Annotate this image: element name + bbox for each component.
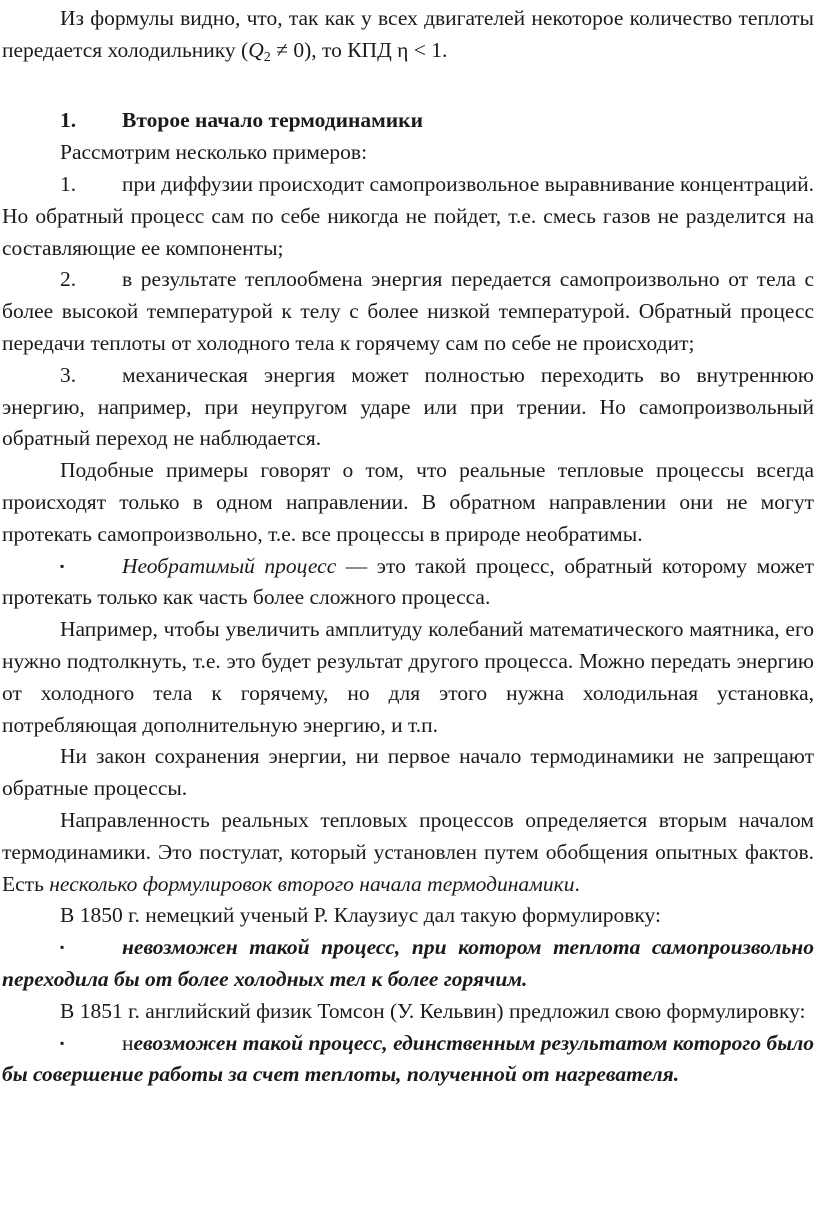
direction-paragraph xyxy=(2,805,814,900)
similar-examples-paragraph: Подобные примеры говорят о том, что реальные тепловые процессы всегда происходят только в одном направлении. В обратном направлении они не могут протекать самопроизвольно, т.е. все процессы в природе необратимы. xyxy=(2,458,814,546)
direction-text-end: . xyxy=(574,871,580,896)
thomson-paragraph: В 1851 г. английский физик Томсон (У. Кельвин) предложил свою формулировку: xyxy=(60,998,806,1023)
list-item-text: в результате теплообмена энергия передается самопроизвольно от тела с более высокой температурой к телу с более низкой температурой. Обратный процесс передачи теплоты от холодного тела к горячему сам по себе не происходит; xyxy=(2,267,814,355)
direction-text: Направленность реальных тепловых процессов определяется вторым началом термодинамики. Это постулат, который установлен путем обобщения опытных фактов. Есть xyxy=(2,807,814,896)
list-item xyxy=(2,169,814,264)
list-item-number: 3. xyxy=(60,362,77,387)
thomson-text: евозможен такой процесс, единственным результатом которого было бы совершение работы за счет теплоты, полученной от нагревателя. xyxy=(2,1030,814,1087)
term-irreversible: Необратимый процесс xyxy=(122,553,337,578)
q-symbol: Q xyxy=(248,37,264,62)
list-item-number: 1. xyxy=(60,171,77,196)
bullet-icon: ▪ xyxy=(60,558,65,573)
section-title: Второе начало термодинамики xyxy=(122,108,423,133)
clausius-text: невозможен такой процесс, при котором теплота самопроизвольно переходила бы от более холодных тел к более горячим. xyxy=(2,935,814,991)
intro-text-end: ≠ 0), то КПД η < 1. xyxy=(270,37,448,62)
intro-paragraph xyxy=(2,3,814,74)
direction-italic: несколько формулировок второго начала термодинамики xyxy=(49,871,575,896)
list-item-text: при диффузии происходит самопроизвольное выравнивание концентраций. Но обратный процесс сам по себе никогда не пойдет, т.е. смесь газов не разделится на составляющие ее компоненты; xyxy=(2,171,815,260)
bullet-icon: ▪ xyxy=(60,940,65,955)
section-heading xyxy=(2,105,814,137)
section-number: 1. xyxy=(60,108,77,133)
bullet-icon: ▪ xyxy=(60,1035,65,1050)
examples-intro: Рассмотрим несколько примеров: xyxy=(60,140,368,165)
q-subscript: 2 xyxy=(263,49,271,65)
thomson-first-letter: н xyxy=(122,1030,134,1055)
list-item xyxy=(2,360,814,455)
irreversible-definition xyxy=(2,551,814,615)
clausius-formulation xyxy=(2,932,814,996)
thomson-formulation xyxy=(2,1028,814,1092)
intro-text: Из формулы видно, что, так как у всех двигателей некоторое количество теплоты передается холодильнику ( xyxy=(2,6,814,62)
list-item-number: 2. xyxy=(60,267,77,292)
conservation-paragraph: Ни закон сохранения энергии, ни первое начало термодинамики не запрещают обратные процессы. xyxy=(2,744,814,801)
pendulum-paragraph: Например, чтобы увеличить амплитуду колебаний математического маятника, его нужно подтолкнуть, т.е. это будет результат другого процесса. Можно передать энергию от холодного тела к горячему, но для этого нужна холодильная установка, потребляющая дополнительную энергию, и т.п. xyxy=(2,617,814,737)
definition-text: — это такой процесс, обратный которому может протекать только как часть более сложного процесса. xyxy=(2,553,814,610)
list-item xyxy=(2,264,814,359)
list-item-text: механическая энергия может полностью переходить во внутреннюю энергию, например, при неупругом ударе или при трении. Но самопроизвольный обратный переход не наблюдается. xyxy=(2,362,814,451)
clausius-paragraph: В 1850 г. немецкий ученый Р. Клаузиус дал такую формулировку: xyxy=(60,903,661,928)
